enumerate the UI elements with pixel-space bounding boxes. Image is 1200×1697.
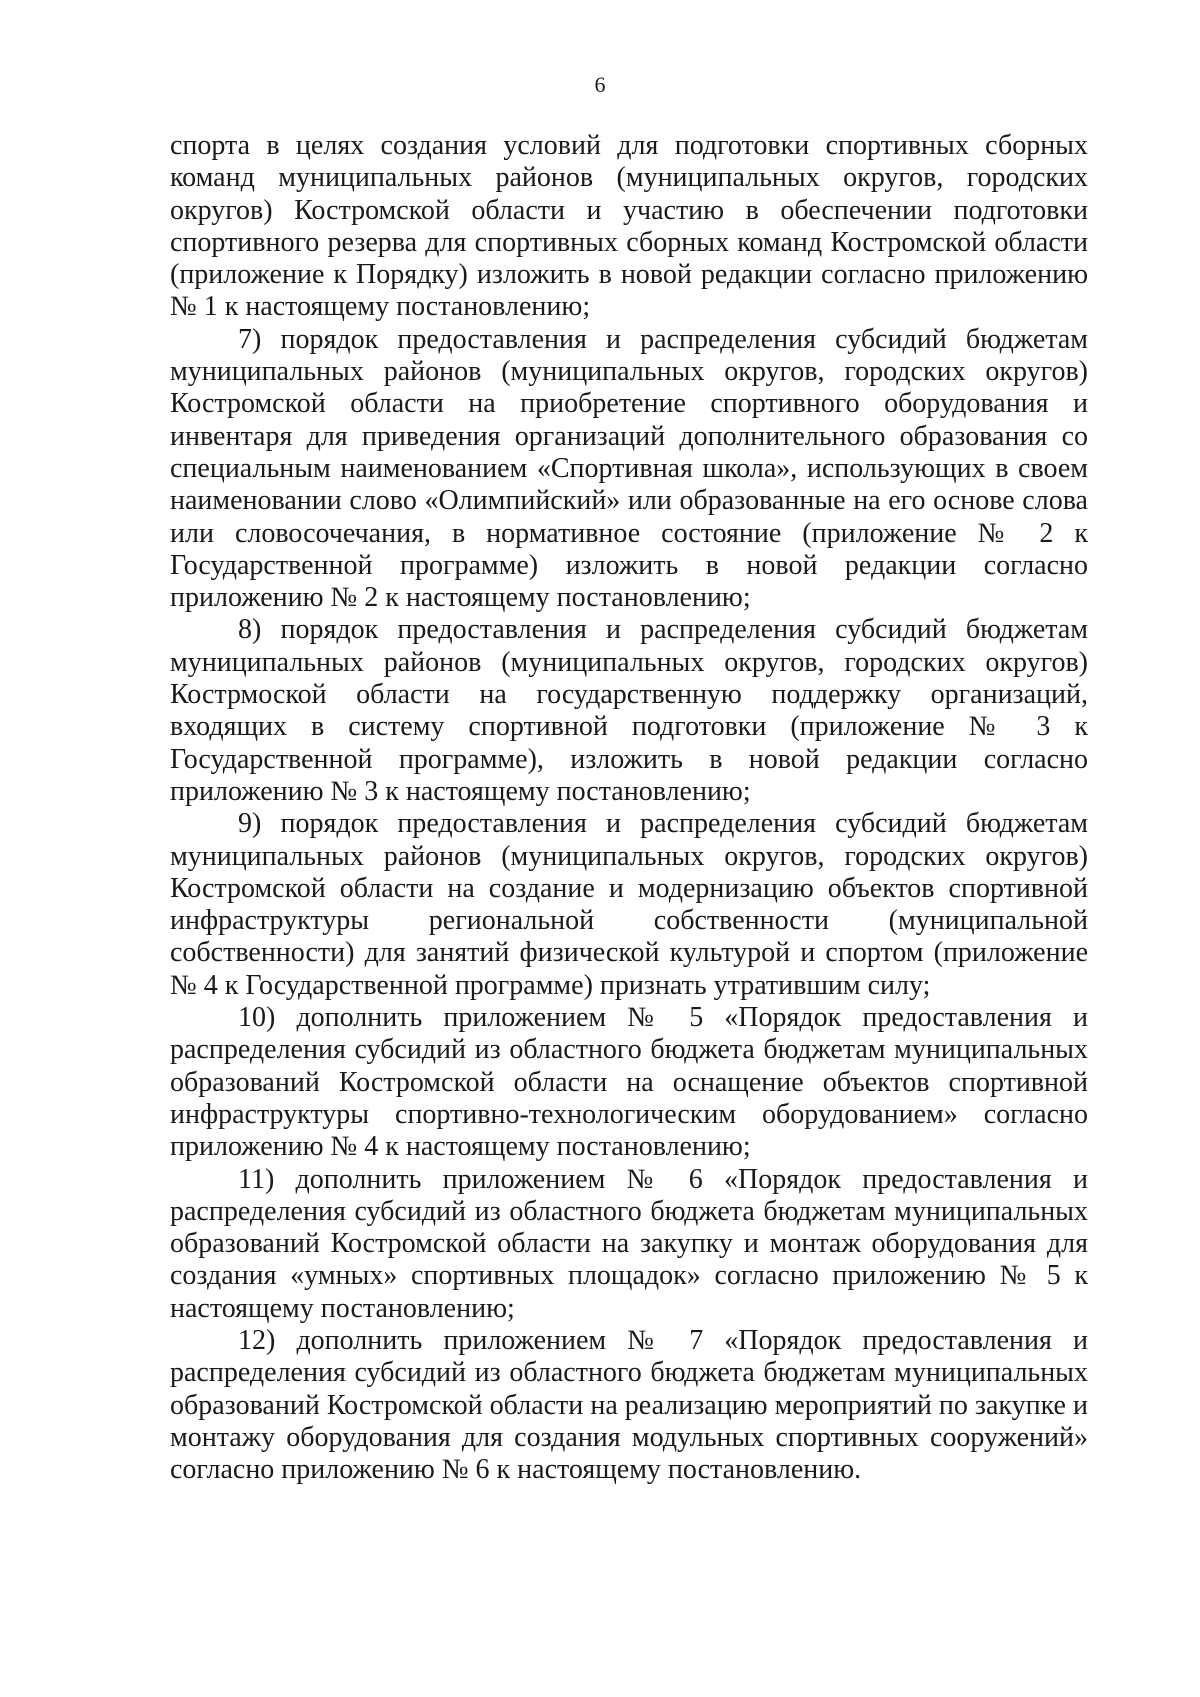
paragraph-item-9: 9) порядок предоставления и распределения субсидий бюджетам муниципальных районов (муниципальных округов, городских округов) Костромской области на создание и модернизацию объектов спортивной инфраструктуры региональной собственности (муниципальной собственности) для занятий физической культурой и спортом (приложение № 4 к Государственной программе) признать утратившим силу; (170, 808, 1088, 1001)
paragraph-item-11: 11) дополнить приложением № 6 «Порядок предоставления и распределения субсидий из областного бюджета бюджетам муниципальных образований Костромской области на закупку и монтаж оборудования для создания «умных» спортивных площадок» согласно приложению № 5 к настоящему постановлению; (170, 1163, 1088, 1324)
paragraph-item-12: 12) дополнить приложением № 7 «Порядок предоставления и распределения субсидий из областного бюджета бюджетам муниципальных образований Костромской области на реализацию мероприятий по закупке и монтажу оборудования для создания модульных спортивных сооружений» согласно приложению № 6 к настоящему постановлению. (170, 1324, 1088, 1486)
paragraph-item-10: 10) дополнить приложением № 5 «Порядок предоставления и распределения субсидий из областного бюджета бюджетам муниципальных образований Костромской области на оснащение объектов спортивной инфраструктуры спортивно-технологическим оборудованием» согласно приложению № 4 к настоящему постановлению; (170, 1002, 1088, 1163)
paragraph-continuation: спорта в целях создания условий для подготовки спортивных сборных команд муниципальных районов (муниципальных округов, городских округов) Костромской области и участию в обеспечении подготовки спортивного резерва для спортивных сборных команд Костромской области (приложение к Порядку) изложить в новой редакции согласно приложению № 1 к настоящему постановлению; (170, 130, 1088, 323)
paragraph-item-8: 8) порядок предоставления и распределения субсидий бюджетам муниципальных районов (муниципальных округов, городских округов) Кострмоской области на государственную поддержку организаций, входящих в систему спортивной подготовки (приложение № 3 к Государственной программе), изложить в новой редакции согласно приложению № 3 к настоящему постановлению; (170, 614, 1088, 807)
page-number: 6 (594, 72, 606, 97)
document-body (170, 130, 1088, 1486)
paragraph-item-7: 7) порядок предоставления и распределения субсидий бюджетам муниципальных районов (муниципальных округов, городских округов) Костромской области на приобретение спортивного оборудования и инвентаря для приведения организаций дополнительного образования со специальным наименованием «Спортивная школа», использующих в своем наименовании слово «Олимпийский» или образованные на его основе слова или словосочечания, в нормативное состояние (приложение № 2 к Государственной программе) изложить в новой редакции согласно приложению № 2 к настоящему постановлению; (170, 323, 1088, 614)
